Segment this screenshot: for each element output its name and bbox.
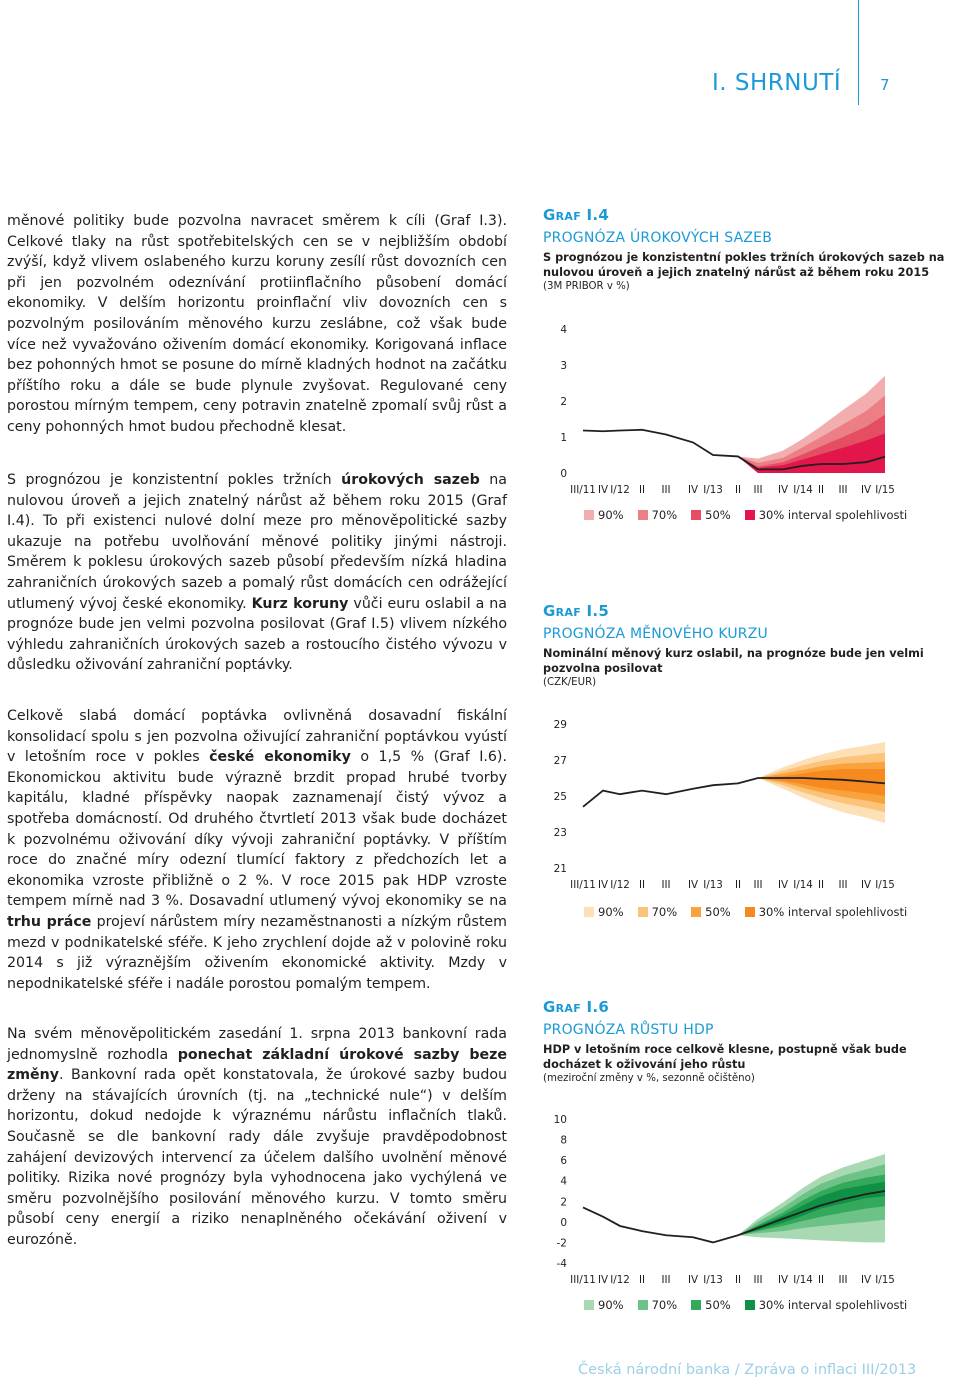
y-tick-label: -4 — [556, 1258, 567, 1270]
legend-label: 90% — [598, 1298, 624, 1312]
legend-label: 30% interval spolehlivosti — [758, 1298, 908, 1312]
x-tick-label: IV — [777, 879, 789, 891]
y-tick-label: 29 — [553, 719, 567, 731]
x-tick-label: IV — [860, 879, 872, 891]
x-tick-label: II — [638, 879, 646, 891]
figure-subtitle: HDP v letošním roce celkově klesne, postupně však bude docházet k oživování jeho růstu — [543, 1043, 907, 1071]
text-run: S prognózou je konzistentní pokles tržních — [7, 472, 342, 488]
legend-label: 30% interval spolehlivosti — [758, 508, 908, 522]
y-tick-label: 0 — [560, 468, 567, 480]
x-tick-label: IV — [777, 1274, 789, 1286]
x-tick-label: III — [838, 1274, 848, 1286]
x-tick-label: I/12 — [610, 879, 630, 891]
x-tick-label: IV — [687, 1274, 699, 1286]
x-tick-label: IV — [597, 484, 609, 496]
x-tick-label: III/11 — [570, 484, 596, 496]
x-tick-label: III/11 — [570, 879, 596, 891]
x-tick-label: I/12 — [610, 484, 630, 496]
interest-rate-chart — [543, 315, 960, 505]
legend-label: 50% — [705, 508, 731, 522]
x-tick-label: I/13 — [703, 484, 723, 496]
header-divider — [858, 0, 859, 105]
figure-label: Graf I.4 — [543, 206, 610, 224]
x-tick-label: IV — [687, 484, 699, 496]
x-tick-label: II — [734, 1274, 742, 1286]
legend-label: 50% — [705, 905, 731, 919]
x-tick-label: III — [661, 879, 671, 891]
y-tick-label: 0 — [560, 1216, 567, 1229]
figure-label: Graf I.5 — [543, 602, 610, 620]
figure-subtitle: Nominální měnový kurz oslabil, na prognóze bude jen velmi pozvolna posilovat — [543, 647, 924, 675]
legend-swatch — [691, 1300, 701, 1310]
legend-label: 70% — [651, 508, 678, 522]
legend-label: 50% — [705, 1298, 731, 1312]
x-tick-label: III — [753, 1274, 763, 1286]
y-tick-label: -2 — [556, 1237, 567, 1250]
bold-term: Kurz koruny — [251, 595, 349, 612]
bold-term: trhu práce — [7, 913, 92, 930]
figure-label: Graf I.6 — [543, 998, 610, 1016]
text-run: Celkově slabá domácí poptávka ovlivněná dosavadní fiskální konsolidací spolu s jen pozvolna oživující zahraniční poptávkou vyústí v letošním roce v pokles — [7, 708, 507, 766]
y-tick-label: 10 — [553, 1114, 567, 1126]
bold-term: úrokových sazeb — [341, 472, 480, 488]
x-tick-label: II — [638, 484, 646, 496]
text-run: Na svém měnověpolitickém zasedání 1. srpna 2013 bankovní rada jednomyslně rozhodla — [7, 1026, 507, 1063]
y-tick-label: 1 — [560, 432, 567, 444]
x-tick-label: II — [734, 879, 742, 891]
x-tick-label: I/12 — [610, 1274, 630, 1286]
figure-header-gdp — [543, 998, 958, 1084]
x-tick-label: I/15 — [875, 484, 895, 496]
figure-header-interest — [543, 206, 958, 292]
x-tick-label: IV — [860, 484, 872, 496]
x-tick-label: III — [661, 484, 671, 496]
legend-label: 90% — [598, 508, 624, 522]
legend-swatch — [584, 510, 594, 520]
legend-swatch — [691, 510, 701, 520]
legend-swatch — [745, 510, 755, 520]
paragraph-economy — [7, 706, 507, 994]
y-tick-label: 3 — [560, 360, 567, 372]
legend-swatch — [638, 1300, 648, 1310]
x-tick-label: I/14 — [793, 484, 813, 496]
x-tick-label: II — [638, 1274, 646, 1286]
x-tick-label: I/13 — [703, 1274, 723, 1286]
figure-subtitle: S prognózou je konzistentní pokles tržních úrokových sazeb na nulovou úroveň a jejich znatelný nárůst až během roku 2015 — [543, 251, 945, 279]
y-tick-label: 2 — [560, 1196, 567, 1209]
x-tick-label: I/15 — [875, 1274, 895, 1286]
x-tick-label: II — [817, 484, 825, 496]
legend-swatch — [691, 907, 701, 917]
x-tick-label: IV — [860, 1274, 872, 1286]
text-run: na nulovou úroveň a jejich znatelný nárůst až během roku 2015 (Graf I.4). To při existenci nulové dolní meze pro měnověpolitické sazby ukazuje na potřebu uvolňování měnové politiky jinými nástroji. Směrem k poklesu úrokových sazeb působí především nízká hladina zahraničních úrokových sazeb a pomalý růst domácích cen odrážející utlumený vývoj české ekonomiky. — [7, 472, 507, 612]
legend-swatch — [745, 1300, 755, 1310]
legend-label: 70% — [651, 905, 678, 919]
x-tick-label: III — [661, 1274, 671, 1286]
legend-swatch — [584, 1300, 594, 1310]
page-number: 7 — [880, 76, 890, 94]
x-tick-label: II — [817, 1274, 825, 1286]
figure-title: PROGNÓZA ÚROKOVÝCH SAZEB — [543, 230, 773, 246]
legend-swatch — [584, 907, 594, 917]
x-tick-label: I/15 — [875, 879, 895, 891]
legend-swatch — [745, 907, 755, 917]
figure-title: PROGNÓZA MĚNOVÉHO KURZU — [543, 626, 768, 642]
figure-unit: (3M PRIBOR v %) — [543, 281, 630, 292]
x-tick-label: IV — [687, 879, 699, 891]
y-tick-label: 21 — [553, 863, 567, 875]
figure-unit: (meziroční změny v %, sezonně očištěno) — [543, 1073, 755, 1084]
bold-term: české ekonomiky — [209, 749, 351, 766]
text-run: o 1,5 % (Graf I.6). Ekonomickou aktivitu bude výrazně brzdit propad hrubé tvorby kapitálu, kladné příspěvky naopak zaznamenají čistý vývoz a spotřeba domácností. Od druhého čtvrtletí 2013 však bude docházet k pozvolnému oživování díky vývoji zahraniční poptávky. V příštím roce do značné míry odezní tlumící faktory z předchozích let a ekonomika vzroste přibližně o 2 %. V roce 2015 pak HDP vzroste tempem mírně nad 3 %. Dosavadní utlumený vývoj ekonomiky se na — [7, 749, 507, 910]
legend-swatch — [638, 907, 648, 917]
y-tick-label: 8 — [560, 1134, 567, 1147]
x-tick-label: I/13 — [703, 879, 723, 891]
figure-unit: (CZK/EUR) — [543, 677, 597, 688]
paragraph-bank-board — [7, 1024, 507, 1251]
y-tick-label: 2 — [560, 396, 567, 408]
x-tick-label: III — [753, 879, 763, 891]
legend-label: 30% interval spolehlivosti — [758, 905, 908, 919]
x-tick-label: IV — [777, 484, 789, 496]
gdp-growth-chart — [543, 1105, 960, 1290]
legend-label: 90% — [598, 905, 624, 919]
y-tick-label: 6 — [560, 1155, 567, 1168]
legend-gdp — [578, 1298, 915, 1312]
x-tick-label: II — [817, 879, 825, 891]
paragraph-interest-rates — [7, 470, 507, 676]
legend-swatch — [638, 510, 648, 520]
y-tick-label: 27 — [553, 755, 567, 767]
x-tick-label: IV — [597, 879, 609, 891]
text-run: . Bankovní rada opět konstatovala, že úrokové sazby budou drženy na stávajících úrovních (tj. na „technické nule“) v delším horizontu, dokud nedojde k výraznému nárůstu inflačních tlaků. Současně se dle bankovní rady dále zvyšuje pravděpodobnost zahájení devizových intervencí za účelem dalšího uvolnění měnové politiky. Rizika nové prognózy byla vyhodnocena jako vychýlená ve směru pozvolnějšího posilování měnového kurzu. V tomto směru působí ceny energií a riziko nenaplněného očekávání oživení v eurozóně. — [7, 1067, 507, 1248]
y-tick-label: 25 — [553, 791, 567, 803]
x-tick-label: II — [734, 484, 742, 496]
text-run: projeví nárůstem míry nezaměstnanosti a nízkým růstem mezd v podnikatelské sféře. K jeho zrychlení dojde až v polovině roku 2014 s již výraznějším oživením ekonomické aktivity. Mzdy v nepodnikatelské sféře i nadále porostou pomalým tempem. — [7, 913, 507, 992]
x-tick-label: IV — [597, 1274, 609, 1286]
y-tick-label: 4 — [560, 324, 567, 336]
y-tick-label: 4 — [560, 1175, 567, 1188]
x-tick-label: III — [753, 484, 763, 496]
exchange-rate-chart — [543, 710, 960, 895]
x-tick-label: III/11 — [570, 1274, 596, 1286]
figure-header-exchange — [543, 602, 958, 688]
paragraph-inflation: měnové politiky bude pozvolna navracet směrem k cíli (Graf I.3). Celkové tlaky na růst spotřebitelských cen se v nejbližším období zvýší, když vlivem oslabeného kurzu koruny zesílí růst dovozních cen při jen pozvolném odeznívání protiinflačního působení domácí ekonomiky. V delším horizontu proinflační vliv dovozních cen s pozvolným posilováním měnového kurzu zeslábne, což však bude více než vyvažováno oživením domácí ekonomiky. Korigovaná inflace bez pohonných hmot se posune do mírně kladných hodnot na začátku příštího roku a dále se bude plynule zvyšovat. Regulované ceny porostou mírným tempem, ceny potravin znatelně zpomalí svůj růst a ceny pohonných hmot budou přechodně klesat. — [7, 213, 507, 435]
legend-label: 70% — [651, 1298, 678, 1312]
chapter-title: I. SHRNUTÍ — [712, 70, 842, 96]
x-tick-label: III — [838, 484, 848, 496]
y-tick-label: 23 — [553, 827, 567, 839]
x-tick-label: I/14 — [793, 879, 813, 891]
bold-term: ponechat základní úrokové sazby beze změny — [7, 1046, 507, 1084]
text-run: vůči euru oslabil a na prognóze bude jen velmi pozvolna posilovat (Graf I.5) vlivem nízkého výhledu zahraničních úrokových sazeb a rostoucího čistého vývozu v důsledku oživování zahraniční poptávky. — [7, 595, 507, 674]
legend-interest — [578, 508, 915, 522]
figure-title: PROGNÓZA RŮSTU HDP — [543, 1022, 714, 1038]
legend-exchange — [578, 905, 915, 919]
x-tick-label: I/14 — [793, 1274, 813, 1286]
page-footer: Česká národní banka / Zpráva o inflaci III/2013 — [578, 1362, 917, 1378]
x-tick-label: III — [838, 879, 848, 891]
